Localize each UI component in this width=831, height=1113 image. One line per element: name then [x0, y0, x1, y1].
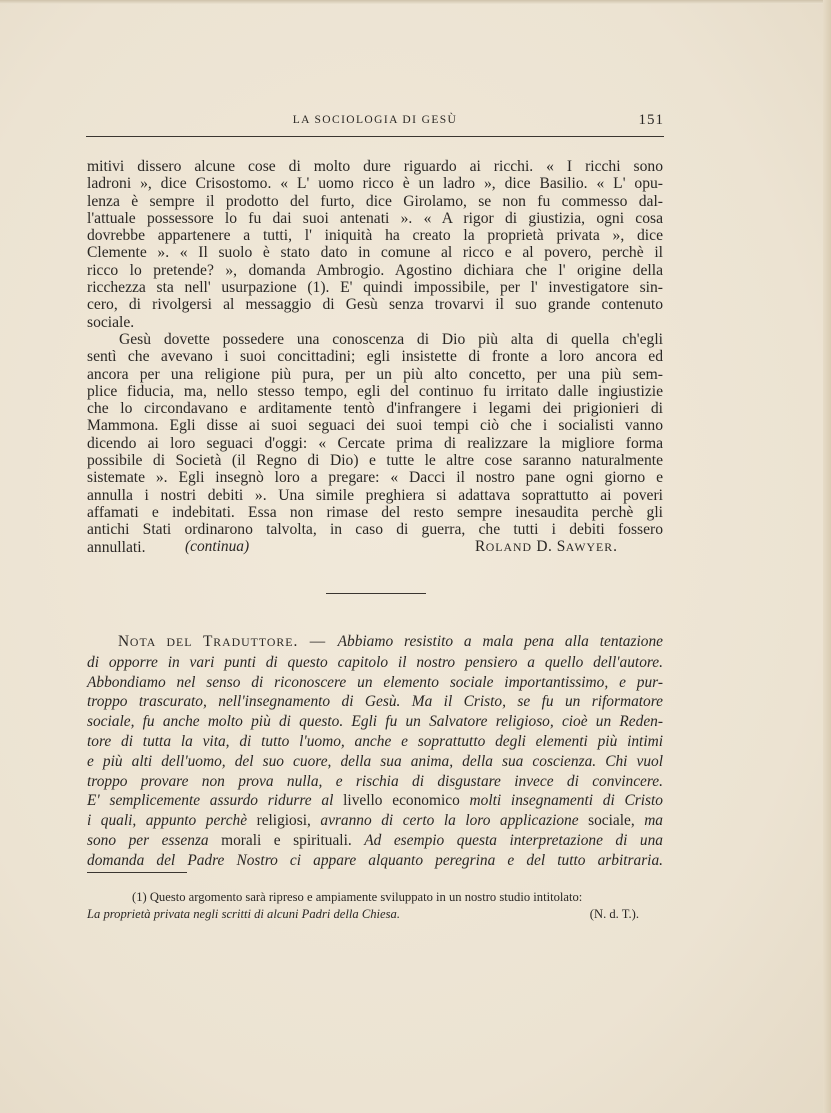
- page-number: 151: [638, 112, 664, 128]
- body-line: dicendo ai loro seguaci d'oggi: « Cercate prima di realizzare la migliore forma: [87, 434, 663, 452]
- body-line: annullati.: [87, 538, 146, 556]
- note-line: Abbondiamo nel senso di riconoscere un elemento sociale importantissimo, e pur-: [87, 673, 663, 691]
- note-line: e più alti dell'uomo, del suo cuore, della sua anima, della sua coscienza. Chi vuol: [87, 752, 663, 770]
- body-line: l'attuale possessore lo fu dai suoi antenati ». « A rigor di giustizia, ogni cosa: [87, 209, 663, 227]
- body-line: Mammona. Egli disse ai suoi seguaci dei suoi tempi ciò che i socialisti vanno: [87, 417, 663, 435]
- body-line: dovrebbe appartenere a tutti, l' iniquità ha creato la proprietà privata », dice: [87, 227, 663, 245]
- author-smallcaps: OLAND: [485, 540, 533, 554]
- page-top-edge: [0, 0, 831, 4]
- note-line: troppo trascurato, nell'insegnamento di Gesù. Ma il Cristo, se fu un riformatore: [87, 693, 663, 711]
- body-line: lenza è sempre il prodotto del furto, dice Girolamo, se non fu commesso dal-: [87, 192, 663, 210]
- author-middle: D. S: [532, 538, 566, 555]
- note-text: Abbiamo resistito a mala pena alla tentazione: [337, 633, 663, 650]
- body-line: Gesù dovette possedere una conoscenza di Dio più alta di quella ch'egli: [119, 330, 663, 348]
- note-label-initial: T: [203, 633, 214, 650]
- note-line: domanda del Padre Nostro ci appare alquanto peregrina e del tutto arbitraria.: [87, 851, 663, 869]
- footnote: [87, 889, 639, 922]
- footnote-title: La proprietà privata negli scritti di alcuni Padri della Chiesa.: [87, 906, 400, 921]
- header-rule: [86, 136, 664, 137]
- body-line: sociale.: [87, 313, 135, 331]
- note-text: molti insegnamenti di Cristo: [469, 792, 663, 810]
- note-line: tore di tutta la vita, di tutto l'uomo, anche e soprattutto degli elementi più intimi: [87, 732, 663, 750]
- body-line: sentì che avevano i suoi concittadini; egli insistette di fronte a loro ancora ed: [87, 348, 663, 366]
- body-line: annulla i nostri debiti ». Una simile preghiera si adattava soprattutto ai poveri: [87, 486, 663, 504]
- page-right-edge: [823, 0, 831, 1113]
- body-line: ricchezza sta nell' usurpazione (1). E' quindi impossibile, per l' investigatore sin-: [87, 279, 663, 297]
- author-name: [475, 538, 617, 556]
- note-label-dash: . —: [293, 633, 338, 650]
- body-line: mitivi dissero alcune cose di molto dure riguardo ai ricchi. « I ricchi sono: [87, 158, 663, 175]
- note-text: sono per essenza: [87, 831, 209, 849]
- body-line: Clemente ». « Il suolo è stato dato in comune al ricco e al povero, perchè il: [87, 244, 663, 262]
- body-line: affamati e indebitati. Essa non rimase del resto sempre inesaudita perchè gli: [87, 503, 663, 521]
- note-line: [87, 811, 663, 831]
- body-line: sistemate ». Egli insegnò loro a pregare: « Dacci il nostro pane ogni giorno e: [87, 469, 663, 487]
- body-line: antichi Stati ordinarono talvolta, in caso di guerra, che tutti i debiti fossero: [87, 521, 663, 539]
- footnote-rule: [87, 872, 187, 873]
- body-line: ladroni », dice Crisostomo. « L' uomo ricco è un ladro », dice Basilio. « L' opu-: [87, 175, 663, 193]
- note-label-smallcaps: OTA DEL: [129, 635, 203, 649]
- page-header: [86, 112, 664, 134]
- signature-line: [87, 538, 663, 558]
- body-line: plice fiducia, ma, nello stesso tempo, egli del continuo fu irritato dalle ingiustizie: [87, 382, 663, 400]
- note-line: di opporre in vari punti di questo capitolo il nostro pensiero a quello dell'autore.: [87, 653, 663, 671]
- note-text-roman: morali e spirituali.: [208, 831, 365, 849]
- body-line: possibile di Società (il Regno di Dio) e tutte le altre cose saranno naturalmente: [87, 452, 663, 470]
- note-line: [87, 632, 663, 653]
- footnote-line: (1) Questo argomento sarà ripreso e ampiamente sviluppato in un nostro studio intitolato:: [132, 890, 583, 904]
- section-separator: [326, 593, 426, 594]
- note-line: [87, 831, 663, 851]
- body-text: [87, 158, 663, 556]
- body-line: che lo circondavano e arditamente tentò d'infrangere i legami dei prigionieri di: [87, 400, 663, 418]
- footnote-reference: (N. d. T.).: [589, 906, 639, 921]
- body-line: ancora per una religione più pura, per un più alto concetto, per una più sem-: [87, 365, 663, 383]
- note-text: avranno di certo la loro applicazione: [320, 812, 579, 830]
- note-text: Ad esempio questa interpretazione di una: [364, 831, 663, 849]
- note-text: E' semplicemente assurdo ridurre al: [87, 792, 334, 810]
- note-text: i quali, appunto perchè: [87, 812, 248, 830]
- note-line: troppo provare non prova nulla, e rischia di disgustare invece di convincere.: [87, 772, 663, 790]
- note-line: sociale, fu anche molto più di questo. Egli fu un Salvatore religioso, cioè un Reden-: [87, 713, 663, 731]
- footnote-line: [87, 906, 639, 923]
- translator-note: [87, 632, 663, 871]
- author-smallcaps: AWYER: [565, 540, 614, 554]
- note-label-initial: N: [118, 633, 130, 650]
- body-line: cero, di rivolgersi al messaggio di Gesù senza trovarvi il suo grande contenuto: [87, 296, 663, 314]
- continua-label: (continua): [185, 538, 250, 555]
- note-line: [87, 791, 663, 811]
- note-text-roman: religiosi,: [247, 812, 321, 830]
- note-text-roman: sociale,: [578, 812, 645, 830]
- author-end: .: [613, 538, 618, 555]
- body-line: ricco lo pretende? », domanda Ambrogio. Agostino dichiara che l' origine della: [87, 261, 663, 279]
- note-text: ma: [644, 812, 663, 830]
- note-label-smallcaps: RADUTTORE: [213, 635, 294, 649]
- note-text-roman: livello economico: [333, 792, 470, 810]
- note-label: [118, 633, 338, 650]
- author-initial: R: [475, 538, 486, 555]
- running-title: LA SOCIOLOGIA DI GESÙ: [292, 114, 458, 126]
